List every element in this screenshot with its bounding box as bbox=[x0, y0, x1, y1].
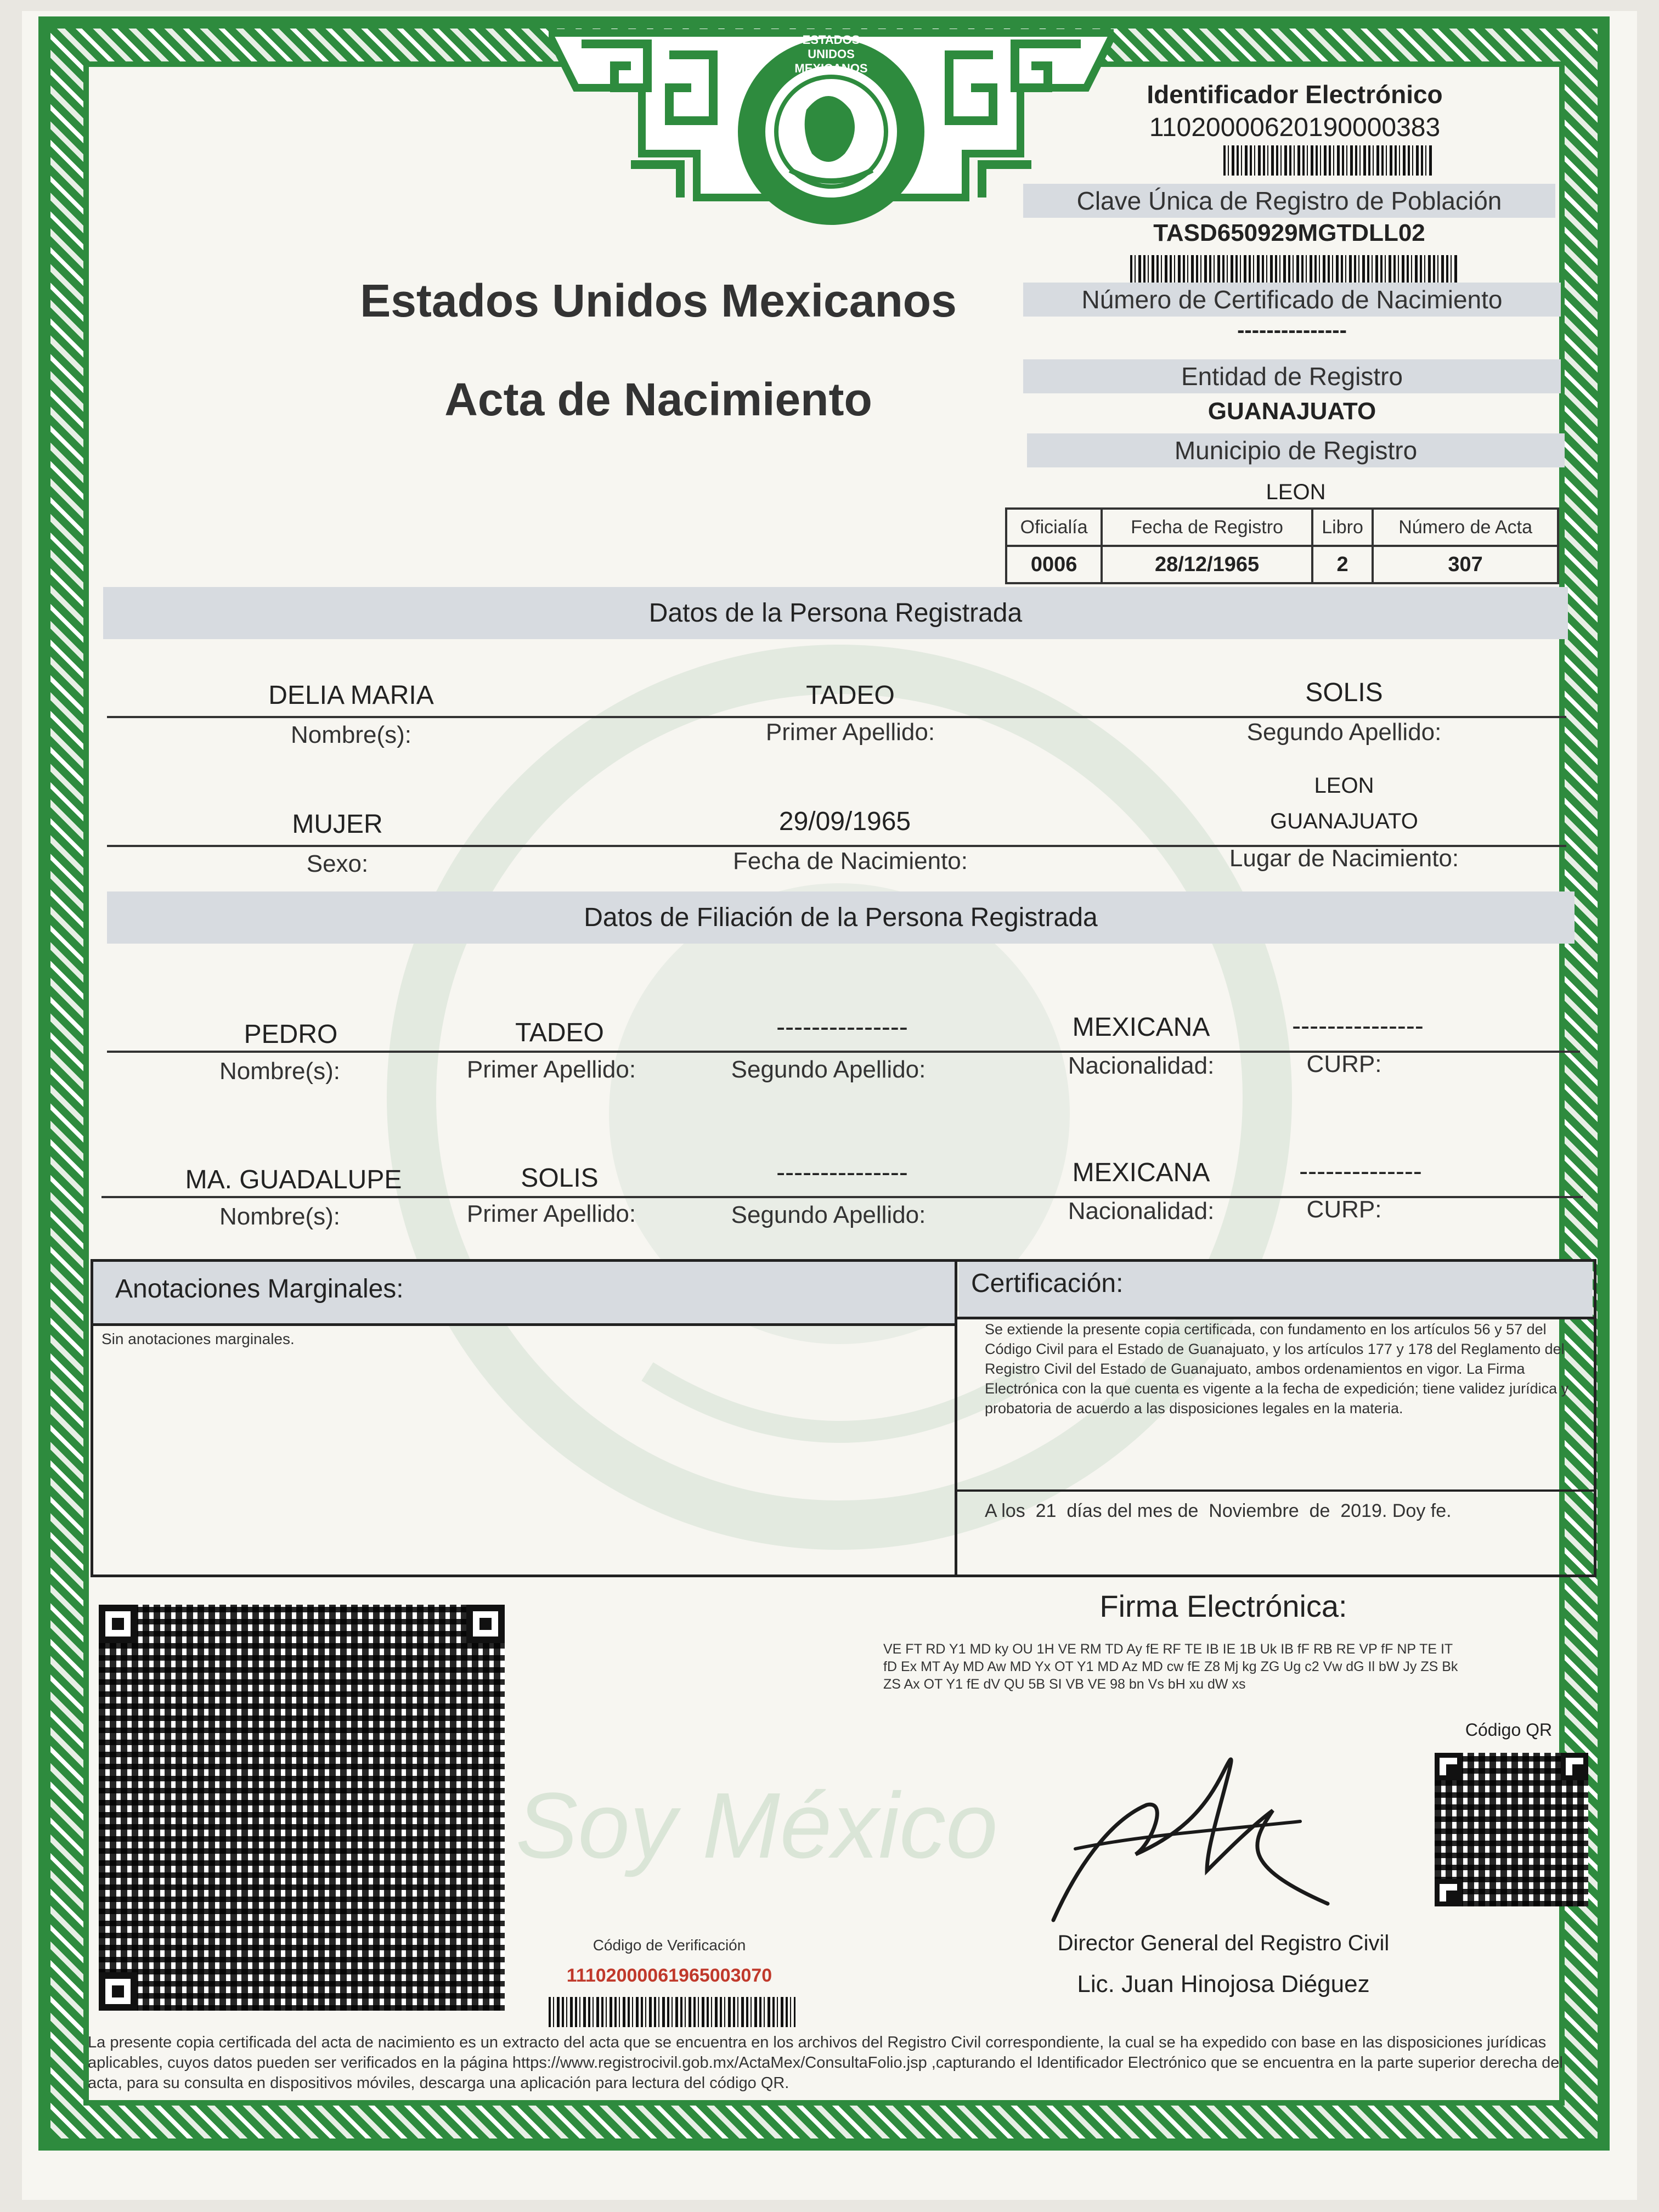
verification-code: 11102000061965003070 bbox=[566, 1965, 772, 1986]
registry-value-date: 28/12/1965 bbox=[1102, 546, 1312, 583]
father-first-surname: TADEO bbox=[515, 1018, 604, 1047]
person-second-surname-label: Segundo Apellido: bbox=[1246, 719, 1442, 746]
person-sex: MUJER bbox=[292, 810, 383, 839]
person-name-line bbox=[107, 716, 1566, 718]
registry-header-date: Fecha de Registro bbox=[1102, 509, 1312, 546]
person-birth-place-state: GUANAJUATO bbox=[1270, 809, 1418, 833]
person-birth-date-label: Fecha de Nacimiento: bbox=[733, 848, 968, 874]
annotations-title: Anotaciones Marginales: bbox=[115, 1274, 404, 1304]
father-second-surname: --------------- bbox=[776, 1013, 908, 1042]
handwritten-signature bbox=[1042, 1739, 1350, 1937]
certification-text: Se extiende la presente copia certificada, con fundamento en los artículos 56 y 57 del Código Civil para el Estado de Guanajuato, y los artículos 177 y 178 del Reglamento del Registro Civil del Estado de Guanajuato, ambos ordenamientos en vigor. La Firma Electrónica con la que cuenta es vigente a la fecha de expedición; tiene validez jurídica y probatoria de acuerdo a las disposiciones legales en la materia. bbox=[985, 1321, 1569, 1417]
small-qr-finder-top-right bbox=[1561, 1753, 1588, 1780]
person-first-surname-label: Primer Apellido: bbox=[765, 719, 935, 746]
birth-certificate-label: Número de Certificado de Nacimiento bbox=[1023, 283, 1561, 317]
certification-title: Certificación: bbox=[971, 1269, 1124, 1298]
municipality-value: LEON bbox=[1266, 480, 1326, 504]
annotations-text: Sin anotaciones marginales. bbox=[101, 1330, 295, 1347]
mother-nationality-label: Nacionalidad: bbox=[1068, 1198, 1215, 1224]
birth-certificate-value: --------------- bbox=[1237, 318, 1347, 342]
father-second-surname-label: Segundo Apellido: bbox=[731, 1056, 926, 1083]
mother-second-surname-label: Segundo Apellido: bbox=[731, 1201, 926, 1228]
certification-year-prefix: de bbox=[1309, 1500, 1330, 1521]
curp-value: TASD650929MGTDLL02 bbox=[1153, 219, 1425, 246]
certification-month-text: días del mes de bbox=[1066, 1500, 1199, 1521]
signature-hash-line-2: fD Ex MT Ay MD Aw MD Yx OT Y1 MD Az MD cw fE Z8 Mj kg ZG Ug c2 Vw dG Il bW Jy ZS Bk bbox=[883, 1659, 1458, 1674]
mother-names: MA. GUADALUPE bbox=[185, 1165, 402, 1194]
signature-hash-line-1: VE FT RD Y1 MD ky OU 1H VE RM TD Ay fE RF TE IB IE 1B Uk IB fF RB RE VP fF NP TE IT bbox=[883, 1641, 1453, 1657]
registry-value-book: 2 bbox=[1312, 546, 1373, 583]
signature-hash-line-3: ZS Ax OT Y1 fE dV QU 5B SI VB VE 98 bn Vs bH xu dW xs bbox=[883, 1677, 1246, 1692]
father-curp: --------------- bbox=[1292, 1012, 1424, 1041]
small-qr-finder-bottom-left bbox=[1435, 1879, 1462, 1906]
large-qr-code bbox=[99, 1605, 505, 2011]
mother-nationality: MEXICANA bbox=[1072, 1158, 1210, 1187]
qr-code-label: Código QR bbox=[1465, 1720, 1553, 1740]
father-names-label: Nombre(s): bbox=[219, 1058, 341, 1085]
mother-curp: -------------- bbox=[1299, 1157, 1422, 1186]
certification-month: Noviembre bbox=[1209, 1500, 1299, 1521]
person-names: DELIA MARIA bbox=[268, 681, 434, 710]
mother-first-surname-label: Primer Apellido: bbox=[466, 1200, 636, 1227]
person-birth-place-city: LEON bbox=[1314, 774, 1374, 798]
filiation-section-title: Datos de Filiación de la Persona Registrada bbox=[107, 891, 1575, 944]
certification-year: 2019. bbox=[1340, 1500, 1387, 1521]
father-first-surname-label: Primer Apellido: bbox=[466, 1056, 636, 1083]
verification-barcode bbox=[549, 1997, 795, 2027]
qr-finder-bottom-left bbox=[99, 1972, 137, 2011]
registry-value-act-number: 307 bbox=[1373, 546, 1558, 583]
father-names: PEDRO bbox=[244, 1020, 338, 1049]
small-qr-finder-top-left bbox=[1435, 1753, 1462, 1780]
country-title: Estados Unidos Mexicanos bbox=[360, 275, 957, 326]
footer-legal-text: La presente copia certificada del acta de nacimiento es un extracto del acta que se encuentra en los archivos del Registro Civil correspondiente, la cual se ha expedido con base en las disposiciones jurídicas aplicables, cuyos datos pueden ser verificados en la página https://www.registrocivil.gob.mx/ActaMex/ConsultaFolio.jsp ,capturando el Identificador Electrónico que se encuentra en la parte superior derecha del acta, para su consulta en dispositivos móviles, descarga una aplicación para lectura del código QR. bbox=[88, 2034, 1563, 2092]
verification-label: Código de Verificación bbox=[592, 1937, 746, 1954]
mother-second-surname: --------------- bbox=[776, 1158, 908, 1187]
person-birth-date: 29/09/1965 bbox=[778, 807, 911, 836]
person-birth-place-label: Lugar de Nacimiento: bbox=[1229, 845, 1459, 872]
certification-date-line bbox=[957, 1489, 1594, 1492]
registry-table bbox=[1005, 507, 1559, 584]
registry-value-office: 0006 bbox=[1006, 546, 1102, 583]
mother-names-label: Nombre(s): bbox=[219, 1203, 341, 1230]
soy-mexico-watermark: Soy México bbox=[516, 1774, 998, 1878]
electronic-id-label: Identificador Electrónico bbox=[1147, 80, 1443, 109]
entity-label: Entidad de Registro bbox=[1023, 359, 1561, 393]
certification-day: 21 bbox=[1035, 1500, 1057, 1521]
entity-value: GUANAJUATO bbox=[1207, 398, 1376, 425]
curp-label: Clave Única de Registro de Población bbox=[1023, 184, 1555, 218]
box-divider-vertical bbox=[955, 1259, 957, 1577]
mother-first-surname: SOLIS bbox=[521, 1164, 599, 1193]
curp-barcode bbox=[1130, 255, 1459, 283]
director-name: Lic. Juan Hinojosa Diéguez bbox=[1077, 1971, 1370, 1997]
seal-text: ESTADOS UNIDOS MEXICANOS bbox=[794, 33, 868, 75]
qr-finder-top-left bbox=[99, 1605, 137, 1643]
father-nationality-label: Nacionalidad: bbox=[1068, 1052, 1215, 1079]
father-nationality: MEXICANA bbox=[1072, 1013, 1210, 1042]
document-title: Acta de Nacimiento bbox=[444, 374, 872, 425]
municipality-label: Municipio de Registro bbox=[1027, 433, 1565, 467]
qr-finder-top-right bbox=[466, 1605, 505, 1643]
person-names-label: Nombre(s): bbox=[290, 721, 412, 748]
mother-curp-label: CURP: bbox=[1306, 1196, 1382, 1223]
certification-date bbox=[985, 1500, 1452, 1522]
certification-closing: Doy fe. bbox=[1392, 1500, 1452, 1521]
signature-hash bbox=[883, 1640, 1487, 1693]
registry-header-office: Oficialía bbox=[1006, 509, 1102, 546]
person-sex-label: Sexo: bbox=[306, 850, 369, 877]
person-second-surname: SOLIS bbox=[1305, 678, 1383, 707]
person-first-surname: TADEO bbox=[806, 681, 895, 710]
small-qr-code bbox=[1435, 1753, 1588, 1906]
signature-title: Firma Electrónica: bbox=[1099, 1589, 1347, 1623]
father-curp-label: CURP: bbox=[1306, 1051, 1382, 1077]
certification-date-prefix: A los bbox=[985, 1500, 1025, 1521]
registry-header-act-number: Número de Acta bbox=[1373, 509, 1558, 546]
electronic-id-barcode bbox=[1223, 145, 1432, 176]
director-title: Director General del Registro Civil bbox=[1057, 1931, 1390, 1955]
annotations-header-line bbox=[93, 1323, 957, 1326]
electronic-id: 11020000620190000383 bbox=[1149, 113, 1441, 142]
person-section-title: Datos de la Persona Registrada bbox=[103, 587, 1568, 639]
registry-header-book: Libro bbox=[1312, 509, 1373, 546]
